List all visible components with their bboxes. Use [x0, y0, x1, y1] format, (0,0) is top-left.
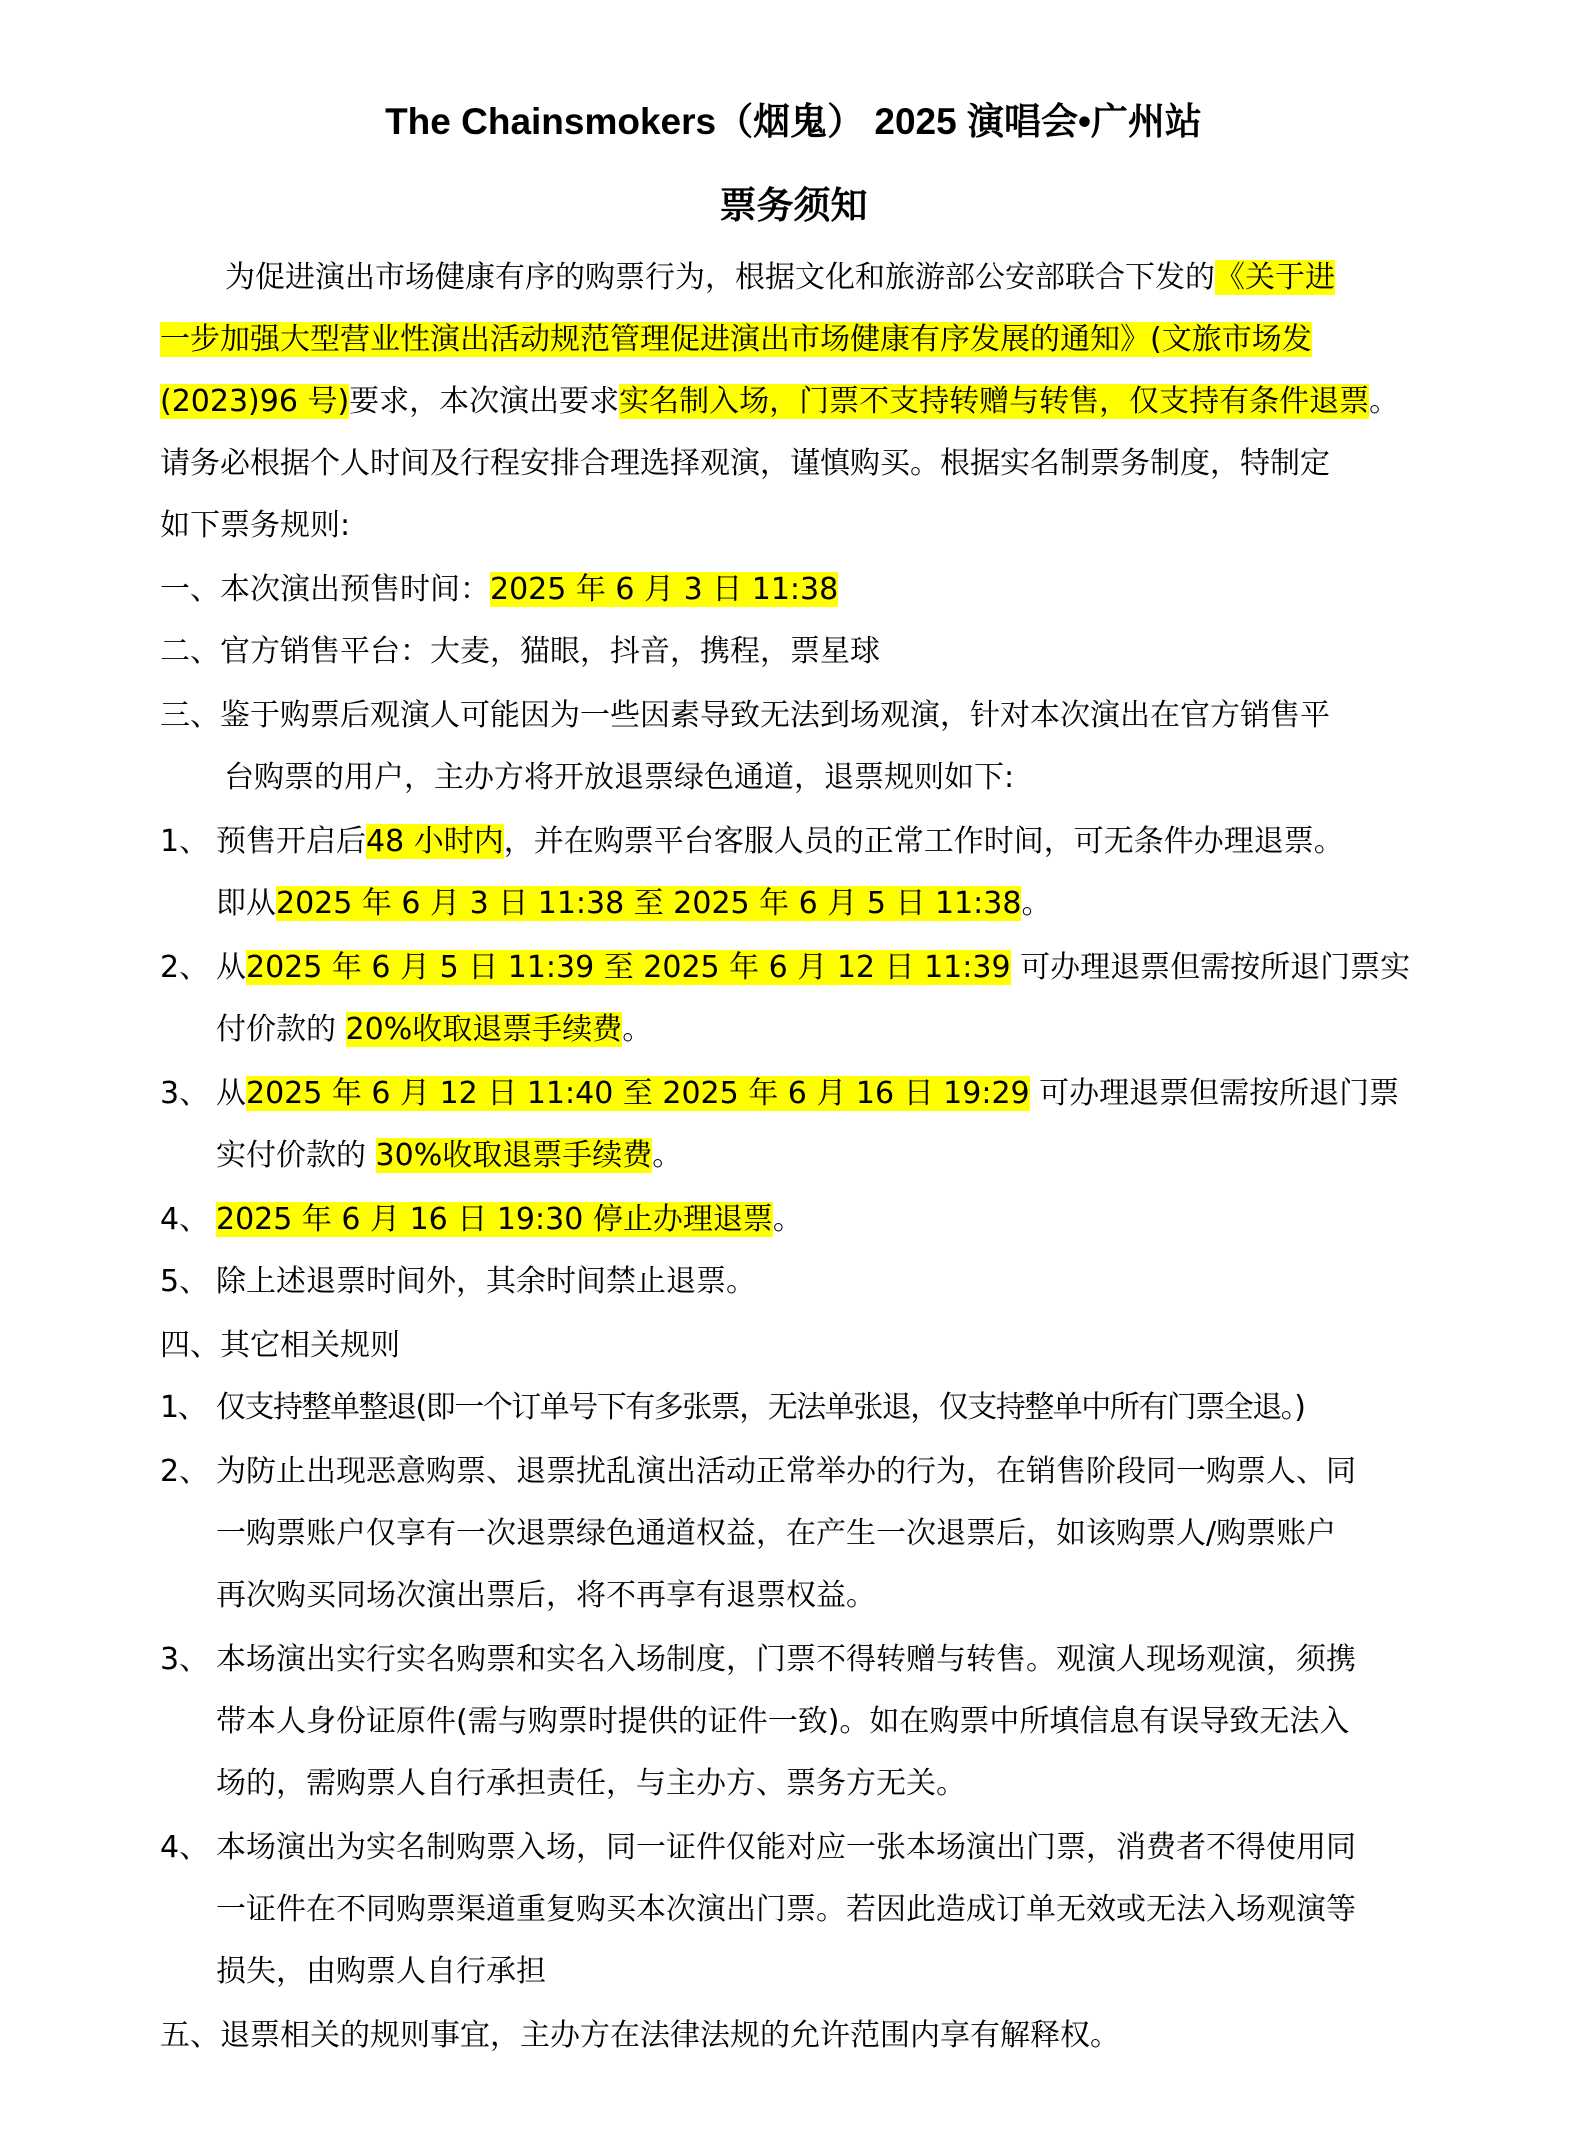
other-rule-3-line-2: 带本人身份证原件(需与购票时提供的证件一致)。如在购票中所填信息有误导致无法入 [216, 1704, 1350, 1739]
rule-highlight: 30%收取退票手续费 [375, 1138, 653, 1173]
intro-highlight: 一步加强大型营业性演出活动规范管理促进演出市场健康有序发展的通知》(文旅市场发 [160, 322, 1312, 357]
intro-highlight: 《关于进 [1215, 260, 1335, 295]
list-number: 5、 [160, 1264, 210, 1299]
intro-line-4: 请务必根据个人时间及行程安排合理选择观演，谨慎购买。根据实名制票务制度，特制定 [160, 446, 1330, 481]
section-5: 五、退票相关的规则事宜，主办方在法律法规的允许范围内享有解释权。 [160, 2018, 1120, 2053]
other-rule-2-line-2: 一购票账户仅享有一次退票绿色通道权益，在产生一次退票后，如该购票人/购票账户 [216, 1516, 1337, 1551]
rule-text: 。 [772, 1202, 803, 1237]
rule-text: 。 [652, 1138, 683, 1173]
section-3-line-1: 三、鉴于购票后观演人可能因为一些因素导致无法到场观演，针对本次演出在官方销售平 [160, 698, 1330, 733]
rule-text: 从 [216, 1076, 246, 1111]
rule-text: 付价款的 [216, 1012, 346, 1047]
rule-highlight: 2025 年 6 月 16 日 19:30 停止办理退票 [216, 1202, 773, 1237]
section-4: 四、其它相关规则 [160, 1328, 400, 1363]
intro-text: 为促进演出市场健康有序的购票行为，根据文化和旅游部公安部联合下发的 [225, 260, 1215, 295]
list-number: 4、 [160, 1830, 210, 1865]
refund-rule-2-line-1 [160, 944, 1410, 992]
intro-text: 。 [1369, 384, 1400, 419]
rule-text: 预售开启后 [216, 824, 366, 859]
list-number: 1、 [160, 824, 210, 859]
intro-highlight: 实名制入场，门票不支持转赠与转售，仅支持有条件退票 [619, 384, 1370, 419]
list-number: 3、 [160, 1642, 210, 1677]
intro-text: 要求，本次演出要求 [349, 384, 620, 419]
presale-time-highlight: 2025 年 6 月 3 日 11:38 [490, 572, 839, 607]
list-number: 3、 [160, 1076, 210, 1111]
rule-text: 本场演出为实名制购票入场，同一证件仅能对应一张本场演出门票，消费者不得使用同 [216, 1830, 1356, 1865]
refund-rule-3-line-1 [160, 1070, 1399, 1118]
rule-highlight: 2025 年 6 月 12 日 11:40 至 2025 年 6 月 16 日 19:29 [246, 1076, 1030, 1111]
section-3-line-2: 台购票的用户，主办方将开放退票绿色通道，退票规则如下: [224, 760, 1015, 795]
refund-rule-4 [160, 1196, 803, 1244]
rule-text: 。 [622, 1012, 653, 1047]
rule-text: 为防止出现恶意购票、退票扰乱演出活动正常举办的行为，在销售阶段同一购票人、同 [216, 1454, 1356, 1489]
other-rule-4-line-2: 一证件在不同购票渠道重复购买本次演出门票。若因此造成订单无效或无法入场观演等 [216, 1892, 1356, 1927]
refund-rule-1-line-1 [160, 818, 1344, 866]
rule-highlight: 2025 年 6 月 3 日 11:38 至 2025 年 6 月 5 日 11:38 [276, 886, 1022, 921]
rule-text: 仅支持整单整退(即一个订单号下有多张票，无法单张退，仅支持整单中所有门票全退。) [216, 1390, 1305, 1425]
rule-text: 除上述退票时间外，其余时间禁止退票。 [216, 1264, 756, 1299]
other-rule-1 [160, 1384, 1304, 1432]
refund-rule-3-line-2 [216, 1132, 682, 1180]
refund-rule-5 [160, 1258, 756, 1306]
intro-line-1 [225, 254, 1335, 302]
rule-text: 可办理退票但需按所退门票实 [1010, 950, 1411, 985]
rule-text: 实付价款的 [216, 1138, 376, 1173]
refund-rule-2-line-2 [216, 1006, 652, 1054]
rule-highlight: 20%收取退票手续费 [345, 1012, 623, 1047]
other-rule-2-line-3: 再次购买同场次演出票后，将不再享有退票权益。 [216, 1578, 876, 1613]
rule-highlight: 48 小时内 [366, 824, 504, 859]
rule-text: 可办理退票但需按所退门票 [1029, 1076, 1400, 1111]
refund-rule-1-line-2 [216, 880, 1051, 928]
document-title: The Chainsmokers（烟鬼） 2025 演唱会•广州站 [385, 101, 1202, 142]
other-rule-3-line-1 [160, 1636, 1356, 1684]
other-rule-3-line-3: 场的，需购票人自行承担责任，与主办方、票务方无关。 [216, 1766, 966, 1801]
rule-text: 。 [1021, 886, 1052, 921]
intro-line-2 [160, 316, 1312, 364]
document-subtitle: 票务须知 [719, 184, 868, 227]
list-number: 2、 [160, 950, 210, 985]
other-rule-2-line-1 [160, 1448, 1356, 1496]
rule-text: ，并在购票平台客服人员的正常工作时间，可无条件办理退票。 [503, 824, 1344, 859]
intro-highlight: (2023)96 号) [160, 384, 350, 419]
other-rule-4-line-1 [160, 1824, 1356, 1872]
list-number: 2、 [160, 1454, 210, 1489]
intro-line-5: 如下票务规则: [160, 508, 351, 543]
other-rule-4-line-3: 损失，由购票人自行承担 [216, 1954, 546, 1989]
section-1 [160, 566, 838, 614]
rule-text: 本场演出实行实名购票和实名入场制度，门票不得转赠与转售。观演人现场观演，须携 [216, 1642, 1356, 1677]
list-number: 4、 [160, 1202, 210, 1237]
section-1-text: 一、本次演出预售时间： [160, 572, 490, 607]
rule-text: 从 [216, 950, 246, 985]
list-number: 1、 [160, 1390, 207, 1425]
rule-highlight: 2025 年 6 月 5 日 11:39 至 2025 年 6 月 12 日 11:39 [246, 950, 1011, 985]
rule-text: 即从 [216, 886, 276, 921]
intro-line-3 [160, 378, 1399, 426]
section-2: 二、官方销售平台：大麦，猫眼，抖音，携程，票星球 [160, 634, 880, 669]
